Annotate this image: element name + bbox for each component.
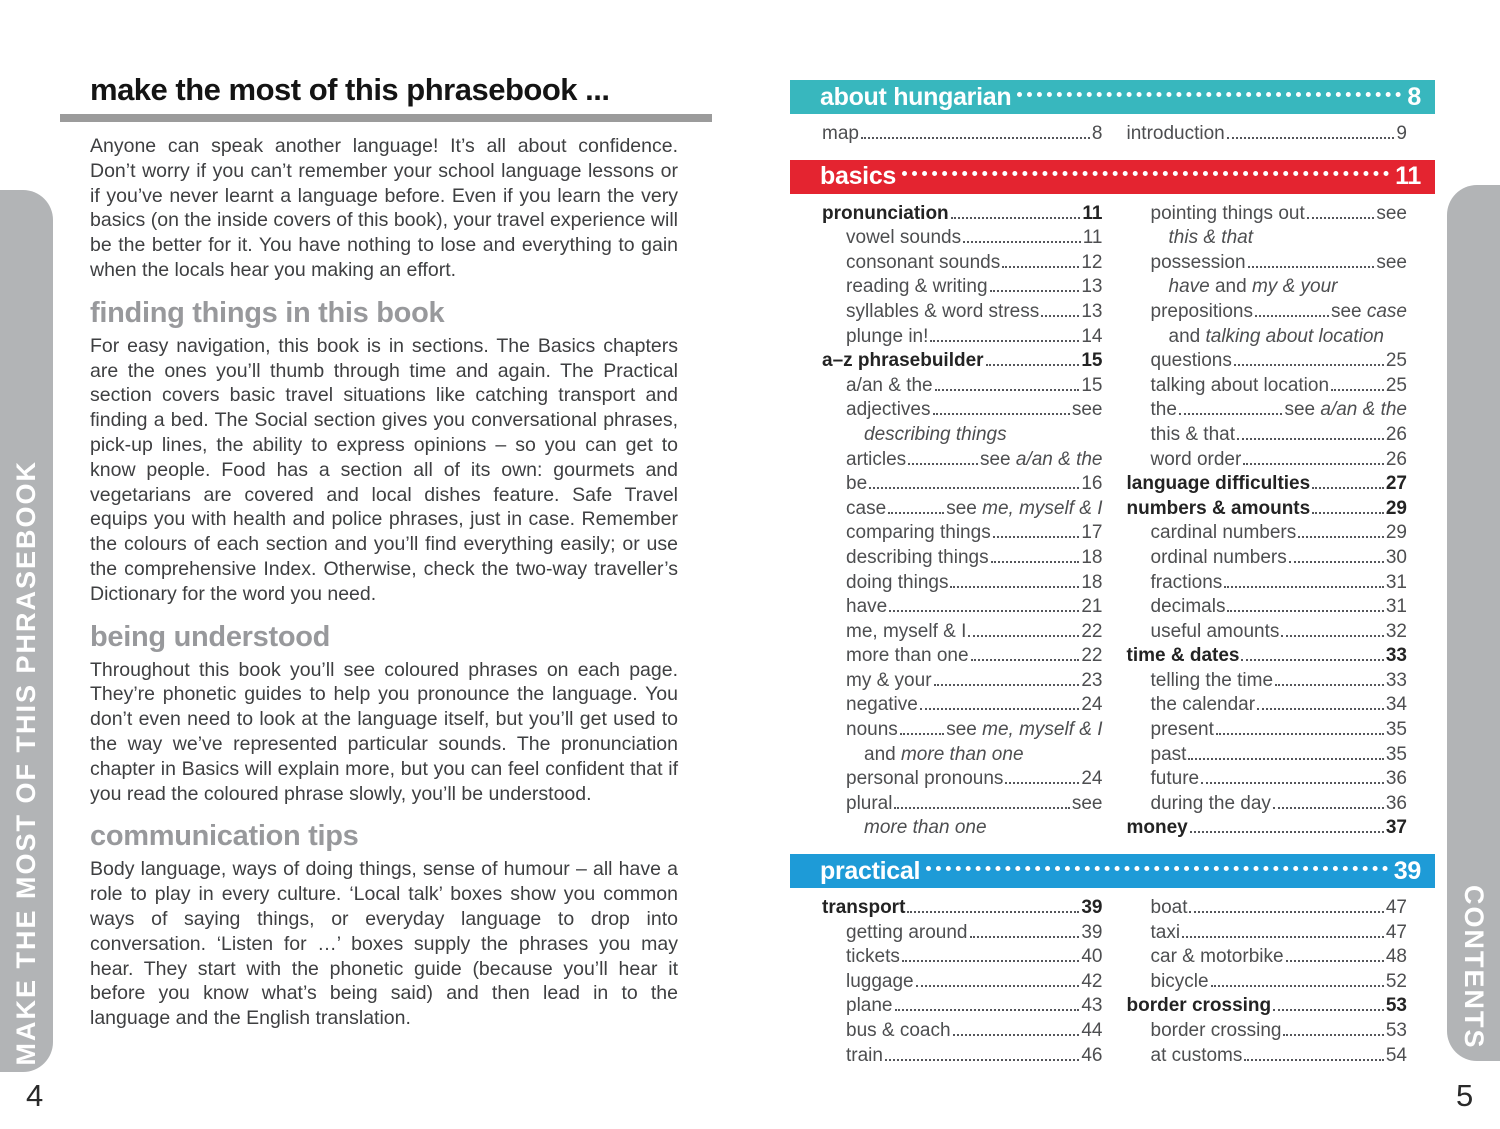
dotted-leader [1179, 413, 1283, 415]
dotted-leader [970, 936, 1080, 938]
toc-entry [1127, 349, 1408, 374]
toc-entry-label: present [1150, 719, 1214, 741]
toc-entry-label: pronunciation [822, 202, 949, 224]
toc-entry-label: the [1150, 399, 1177, 421]
toc-entry-page: 12 [1081, 251, 1103, 273]
dotted-leader [1275, 684, 1384, 686]
dotted-leader [1216, 733, 1384, 735]
toc-entry [1127, 669, 1408, 694]
toc-column [822, 202, 1103, 841]
toc-entry-label: vowel sounds [846, 227, 962, 249]
toc-entry-label: case [846, 497, 887, 519]
toc-entry-page: 29 [1385, 522, 1407, 544]
toc-entry-page: 39 [1081, 897, 1103, 919]
toc-entry [822, 300, 1103, 325]
toc-section-page: 39 [1393, 856, 1421, 885]
toc-entry [1127, 546, 1408, 571]
toc-entry-label: describing things [846, 546, 989, 568]
toc-entry-page: see [1071, 792, 1103, 814]
toc-section-basics [790, 160, 1435, 841]
toc-entry [822, 644, 1103, 669]
toc-entry-page: 31 [1385, 596, 1407, 618]
dotted-leader [1312, 487, 1384, 489]
toc-entry [822, 448, 1103, 473]
toc-entry [822, 571, 1103, 596]
toc-entry-page: 22 [1081, 620, 1103, 642]
header-dotted-leader [926, 866, 1388, 871]
toc-entry-page: 52 [1385, 970, 1407, 992]
toc-entry [1127, 1044, 1408, 1069]
toc-entry-page: 48 [1385, 946, 1407, 968]
dotted-leader [869, 487, 1079, 489]
toc-section-page: 11 [1395, 162, 1421, 191]
toc-entry-page: 15 [1081, 350, 1103, 372]
toc-entry-page: 34 [1385, 694, 1407, 716]
dotted-leader [1312, 512, 1384, 514]
toc-entry-page: 32 [1385, 620, 1407, 642]
toc-entry-label: negative [846, 694, 918, 716]
toc-entry-label: at customs [1150, 1044, 1243, 1066]
dotted-leader [1241, 659, 1383, 661]
toc-entry-label: word order [1150, 448, 1242, 470]
toc-entry [1127, 595, 1408, 620]
dotted-leader [930, 340, 1079, 342]
toc-entry-label: consonant sounds [846, 251, 1001, 273]
toc-entry-label: time & dates [1126, 645, 1240, 667]
toc-entry-page: 8 [1091, 123, 1103, 144]
toc-entry-page: 23 [1081, 669, 1103, 691]
toc-entry-page: 16 [1081, 473, 1103, 495]
toc-section-header-practical [790, 854, 1435, 888]
toc-entry-page: see [1376, 251, 1407, 273]
toc-entry-label: comparing things [846, 522, 991, 544]
dotted-leader [963, 241, 1081, 243]
toc-entry [1127, 644, 1408, 669]
dotted-leader [1248, 266, 1375, 268]
toc-entry-label: language difficulties [1126, 473, 1311, 495]
dotted-leader [991, 561, 1080, 563]
dotted-leader [1237, 438, 1384, 440]
dotted-leader [1227, 137, 1395, 139]
toc-entry [1127, 693, 1408, 718]
toc-entry [1127, 472, 1408, 497]
toc-entry [1127, 896, 1408, 921]
right-side-tab-label: CONTENTS [1459, 884, 1489, 1049]
toc-entry [822, 1019, 1103, 1044]
toc-entry [822, 792, 1103, 817]
toc-entry [1127, 497, 1408, 522]
dotted-leader [951, 217, 1081, 219]
toc-entry [822, 398, 1103, 423]
toc-entry-continuation: describing things [864, 423, 1007, 445]
toc-entry-label: taxi [1150, 921, 1181, 943]
toc-entry-label: plane [846, 995, 893, 1017]
toc-entry [822, 202, 1103, 227]
dotted-leader [1201, 782, 1384, 784]
toc-section-practical [790, 854, 1435, 1068]
dotted-leader [950, 586, 1079, 588]
toc-entry-page: 9 [1396, 123, 1407, 144]
dotted-leader [1331, 389, 1384, 391]
toc-entry-page: 25 [1385, 350, 1407, 372]
toc-entry-page: 26 [1385, 448, 1407, 470]
dotted-leader [1255, 315, 1329, 317]
toc-entry-page: 36 [1385, 792, 1407, 814]
dotted-leader [1244, 1059, 1383, 1061]
toc-column [1127, 122, 1408, 147]
toc-entry-label: be [846, 473, 868, 495]
toc-entry-page: 37 [1385, 817, 1407, 839]
toc-entry [822, 349, 1103, 374]
toc-entry-continuation: and talking about location [1168, 325, 1384, 347]
toc-entry-page: see case [1330, 300, 1407, 322]
toc-entry-label: border crossing [1126, 995, 1272, 1017]
toc-entry-label: the calendar [1150, 694, 1256, 716]
dotted-leader [993, 536, 1080, 538]
intro-paragraph: Anyone can speak another language! It’s all about confidence. Don’t worry if you can’t remember your school language lessons or if you’ve never learnt a language before. Even if you learn the very basics (on the inside covers of this book), your travel experience will be the better for it. You have nothing to lose and everything to gain when the locals hear you making an effort. [90, 135, 678, 281]
dotted-leader [889, 610, 1079, 612]
dotted-leader [935, 389, 1080, 391]
toc-entry-label: a/an & the [846, 374, 933, 396]
toc-entry-label: have [846, 596, 888, 618]
toc-entry-page: see me, myself & I [946, 719, 1103, 741]
toc-entry [1127, 921, 1408, 946]
page-number-left: 4 [26, 1078, 44, 1113]
toc-entry-page: 36 [1385, 768, 1407, 790]
toc-entry-page: 46 [1081, 1044, 1103, 1066]
dotted-leader [1005, 782, 1079, 784]
toc-entry-page: see a/an & the [979, 448, 1103, 470]
dotted-leader [1234, 364, 1384, 366]
toc-entry [1127, 398, 1408, 423]
toc-columns [790, 896, 1435, 1068]
left-page [60, 72, 712, 1039]
toc-entry-label: tickets [846, 946, 900, 968]
toc-entry [1127, 300, 1408, 325]
toc-entry-page: 35 [1385, 719, 1407, 741]
dotted-leader [916, 985, 1080, 987]
toc-entry-continuation: and more than one [864, 743, 1024, 765]
toc-entry [822, 693, 1103, 718]
dotted-leader [1273, 807, 1384, 809]
dotted-leader [1189, 911, 1383, 913]
left-side-tab-label: MAKE THE MOST OF THIS PHRASEBOOK [11, 460, 41, 1066]
toc-entry-label: cardinal numbers [1150, 522, 1297, 544]
toc-entry-label: decimals [1150, 596, 1226, 618]
toc-entry [1127, 1019, 1408, 1044]
toc-entry-continuation: more than one [864, 817, 987, 839]
dotted-leader [968, 635, 1079, 637]
dotted-leader [1211, 985, 1384, 987]
toc-entry-page: 47 [1385, 921, 1407, 943]
toc-section-about-hungarian [790, 80, 1435, 147]
toc-entry [1127, 251, 1408, 276]
toc-entry-label: ordinal numbers [1150, 546, 1287, 568]
toc-entry [1127, 816, 1408, 841]
toc-entry [1127, 571, 1408, 596]
section-heading-finding-things: finding things in this book [90, 296, 445, 329]
section-body-finding-things: For easy navigation, this book is in sections. The Basics chapters are the ones you’ll thumb through time and again. The Practical section covers basic travel situations like catching transport and finding a bed. The Social section gives you conversational phrases, pick-up lines, the ability to express opinions – so you can get to know people. Food has a section all of its own: gourmets and vegetarians are covered and local dishes feature. Safe Travel equips you with health and police phrases, just in case. Remember the colours of each section and you’ll find everything easily; or use the comprehensive Index. Otherwise, check the two-way traveller’s Dictionary for the word you need. [90, 334, 678, 605]
toc-entry-page: see a/an & the [1284, 399, 1407, 421]
toc-entry-page: 18 [1081, 571, 1103, 593]
toc-entry [1127, 718, 1408, 743]
left-page-side-tab [0, 190, 53, 1072]
toc-entry [822, 767, 1103, 792]
toc-entry-page: 29 [1385, 497, 1407, 519]
toc-entry-page: 25 [1385, 374, 1407, 396]
toc-entry-label: articles [846, 448, 907, 470]
dotted-leader [920, 708, 1080, 710]
toc-entry-page: 11 [1082, 227, 1103, 249]
section-body-communication-tips: Body language, ways of doing things, sense of humour – all have a role to play in every culture. ‘Local talk’ boxes show you common ways of saying things, or everyday language to drop into conversation. ‘Listen for …’ boxes supply the phrases you may hear. They start with the phonetic guide (because you’ll hear it before you know what’s being said) and then lead in to the language and the English translation. [90, 858, 678, 1030]
toc-entry-page: 33 [1385, 669, 1407, 691]
dotted-leader [934, 684, 1080, 686]
toc-entry-label: during the day [1150, 792, 1271, 814]
header-dotted-leader [1017, 92, 1401, 97]
toc-entry-label: future [1150, 768, 1200, 790]
toc-entry [822, 521, 1103, 546]
toc-entry-page: 17 [1081, 522, 1103, 544]
toc-entry [822, 275, 1103, 300]
dotted-leader [953, 1034, 1080, 1036]
toc-entry [1127, 620, 1408, 645]
toc-entry-page: 53 [1385, 995, 1407, 1017]
toc-entry [822, 472, 1103, 497]
toc-columns [790, 122, 1435, 147]
dotted-leader [990, 290, 1080, 292]
toc-section-title: basics [820, 162, 897, 191]
toc-entry-label: train [846, 1044, 883, 1066]
dotted-leader [971, 659, 1080, 661]
toc-entry [1127, 767, 1408, 792]
toc-entry [822, 546, 1103, 571]
toc-entry-page: 30 [1385, 546, 1407, 568]
toc-entry-page: 54 [1385, 1044, 1407, 1066]
toc-entry-label: fractions [1150, 571, 1223, 593]
toc-entry-page: 47 [1385, 897, 1407, 919]
toc-entry-label: reading & writing [846, 276, 988, 298]
toc-entry-label: more than one [846, 645, 969, 667]
toc-columns [790, 202, 1435, 841]
toc-entry-page: 39 [1081, 921, 1103, 943]
toc-entry-page: 18 [1081, 546, 1103, 568]
toc-entry-label: getting around [846, 921, 968, 943]
toc-entry-label: telling the time [1150, 669, 1274, 691]
dotted-leader [1182, 936, 1384, 938]
toc-section-title: practical [820, 856, 921, 885]
toc-entry-label: syllables & word stress [846, 300, 1040, 322]
toc-entry-page: 26 [1385, 423, 1407, 445]
toc-entry [822, 620, 1103, 645]
toc-entry-label: past [1150, 743, 1187, 765]
dotted-leader [907, 911, 1079, 913]
toc-entry [1127, 970, 1408, 995]
toc-entry-label: adjectives [846, 399, 931, 421]
toc-entry-page: 53 [1385, 1020, 1407, 1041]
dotted-leader [900, 733, 944, 735]
toc-entry-page: see me, myself & I [946, 497, 1103, 519]
toc-entry-label: talking about location [1150, 374, 1330, 396]
toc-entry [822, 945, 1103, 970]
dotted-leader [986, 364, 1080, 366]
toc-entry-page: 21 [1081, 596, 1103, 618]
toc-entry-label: doing things [846, 571, 949, 593]
toc-entry-label: my & your [846, 669, 932, 691]
toc-entry-label: personal pronouns [846, 768, 1004, 790]
toc-entry-label: transport [822, 897, 906, 919]
toc-entry-page: 13 [1081, 276, 1103, 298]
page-number-right: 5 [1456, 1078, 1474, 1113]
dotted-leader [1286, 960, 1384, 962]
toc-entry [822, 1044, 1103, 1069]
header-dotted-leader [902, 171, 1389, 176]
toc-entry-page: 24 [1081, 768, 1103, 790]
toc-entry [1127, 448, 1408, 473]
toc-entry [822, 497, 1103, 522]
toc-entry-page: 14 [1081, 325, 1103, 347]
toc-entry-page: see [1071, 399, 1103, 421]
section-heading-communication-tips: communication tips [90, 820, 359, 853]
toc-entry [822, 226, 1103, 251]
toc-entry [822, 122, 1103, 147]
toc-entry-label: questions [1150, 350, 1232, 372]
section-heading-being-understood: being understood [90, 620, 331, 653]
toc-entry [1127, 792, 1408, 817]
dotted-leader [1002, 266, 1079, 268]
toc-entry-label: luggage [846, 970, 914, 992]
toc-entry [1127, 743, 1408, 768]
toc-entry-label: boat [1150, 897, 1188, 919]
right-page-side-tab [1447, 185, 1500, 1061]
toc-entry [822, 374, 1103, 399]
toc-entry-page: 35 [1385, 743, 1407, 765]
toc-entry-page: 33 [1385, 645, 1407, 667]
dotted-leader [908, 463, 978, 465]
toc-entry-page: 42 [1081, 970, 1103, 992]
toc-entry [822, 994, 1103, 1019]
toc-entry [1127, 202, 1408, 227]
toc-entry [1127, 122, 1408, 147]
dotted-leader [1224, 586, 1384, 588]
toc-entry-page: 24 [1081, 694, 1103, 716]
toc-entry-label: pointing things out [1150, 202, 1305, 224]
toc-entry [822, 718, 1103, 743]
toc-entry [822, 595, 1103, 620]
toc-entry [1127, 423, 1408, 448]
dotted-leader [1188, 758, 1383, 760]
dotted-leader [888, 512, 944, 514]
toc-column [822, 122, 1103, 147]
toc-entry-label: nouns [846, 719, 898, 741]
toc-column [822, 896, 1103, 1068]
toc-entry-label: useful amounts [1150, 620, 1280, 642]
toc-entry [822, 921, 1103, 946]
toc-entry-page: 31 [1385, 571, 1407, 593]
title-rule [60, 114, 712, 122]
dotted-leader [1307, 217, 1375, 219]
toc-entry-page: 40 [1081, 946, 1103, 968]
dotted-leader [1041, 315, 1079, 317]
dotted-leader [895, 1009, 1080, 1011]
toc-entry-label: bicycle [1150, 970, 1209, 992]
toc-entry-label: a–z phrasebuilder [822, 350, 984, 372]
dotted-leader [1298, 536, 1384, 538]
toc-entry-label: introduction [1126, 123, 1225, 144]
dotted-leader [1281, 635, 1384, 637]
dotted-leader [1243, 463, 1384, 465]
dotted-leader [894, 807, 1069, 809]
toc-section-page: 8 [1407, 82, 1421, 111]
toc-entry-label: plunge in! [846, 325, 929, 347]
toc-entry [1127, 994, 1408, 1019]
toc-entry [822, 970, 1103, 995]
dotted-leader [1190, 831, 1384, 833]
toc-entry-label: this & that [1150, 423, 1235, 445]
toc-section-title: about hungarian [820, 82, 1012, 111]
toc-column [1127, 896, 1408, 1068]
dotted-leader [861, 137, 1090, 139]
dotted-leader [1289, 561, 1384, 563]
toc-column [1127, 202, 1408, 841]
toc-entry [1127, 945, 1408, 970]
dotted-leader [1283, 1034, 1383, 1036]
toc-entry [822, 896, 1103, 921]
dotted-leader [1227, 610, 1383, 612]
toc-entry-page: 44 [1081, 1020, 1103, 1041]
dotted-leader [885, 1059, 1079, 1061]
toc-entry-label: me, myself & I [846, 620, 967, 642]
toc-entry [822, 325, 1103, 350]
toc-entry-label: border crossing [1150, 1020, 1282, 1041]
toc-entry [1127, 374, 1408, 399]
toc-entry-page: 15 [1081, 374, 1103, 396]
toc-entry-label: money [1126, 817, 1188, 839]
toc-section-header-about-hungarian [790, 80, 1435, 114]
dotted-leader [933, 413, 1070, 415]
toc-entry-label: possession [1150, 251, 1246, 273]
toc-entry-label: plural [846, 792, 893, 814]
dotted-leader [902, 960, 1080, 962]
toc-entry-page: see [1376, 202, 1407, 224]
toc-entry-continuation: this & that [1168, 227, 1253, 249]
toc-entry-page: 43 [1081, 995, 1103, 1017]
toc-entry [1127, 521, 1408, 546]
toc-entry-page: 27 [1385, 473, 1407, 495]
contents-page [790, 80, 1435, 1081]
toc-entry-label: prepositions [1150, 300, 1253, 322]
toc-entry-continuation: have and my & your [1168, 276, 1338, 298]
toc-entry-label: numbers & amounts [1126, 497, 1311, 519]
toc-entry [822, 669, 1103, 694]
toc-entry-label: bus & coach [846, 1020, 951, 1041]
page-title: make the most of this phrasebook ... [90, 72, 610, 107]
dotted-leader [1257, 708, 1384, 710]
section-body-being-understood: Throughout this book you’ll see coloured phrases on each page. They’re phonetic guides to help you pronounce the language. You don’t even need to look at the language itself, but you’ll get used to the way we’ve represented particular sounds. The pronunciation chapter in Basics will explain more, but you can feel confident that if you read the coloured phrase slowly, you’ll be understood. [90, 658, 678, 805]
toc-entry [822, 251, 1103, 276]
toc-entry-label: car & motorbike [1150, 946, 1284, 968]
toc-entry-page: 13 [1081, 300, 1103, 322]
toc-entry-label: map [822, 123, 859, 144]
toc-section-header-basics [790, 160, 1435, 194]
toc-entry-page: 11 [1082, 202, 1103, 224]
dotted-leader [1273, 1009, 1384, 1011]
toc-entry-page: 22 [1081, 645, 1103, 667]
